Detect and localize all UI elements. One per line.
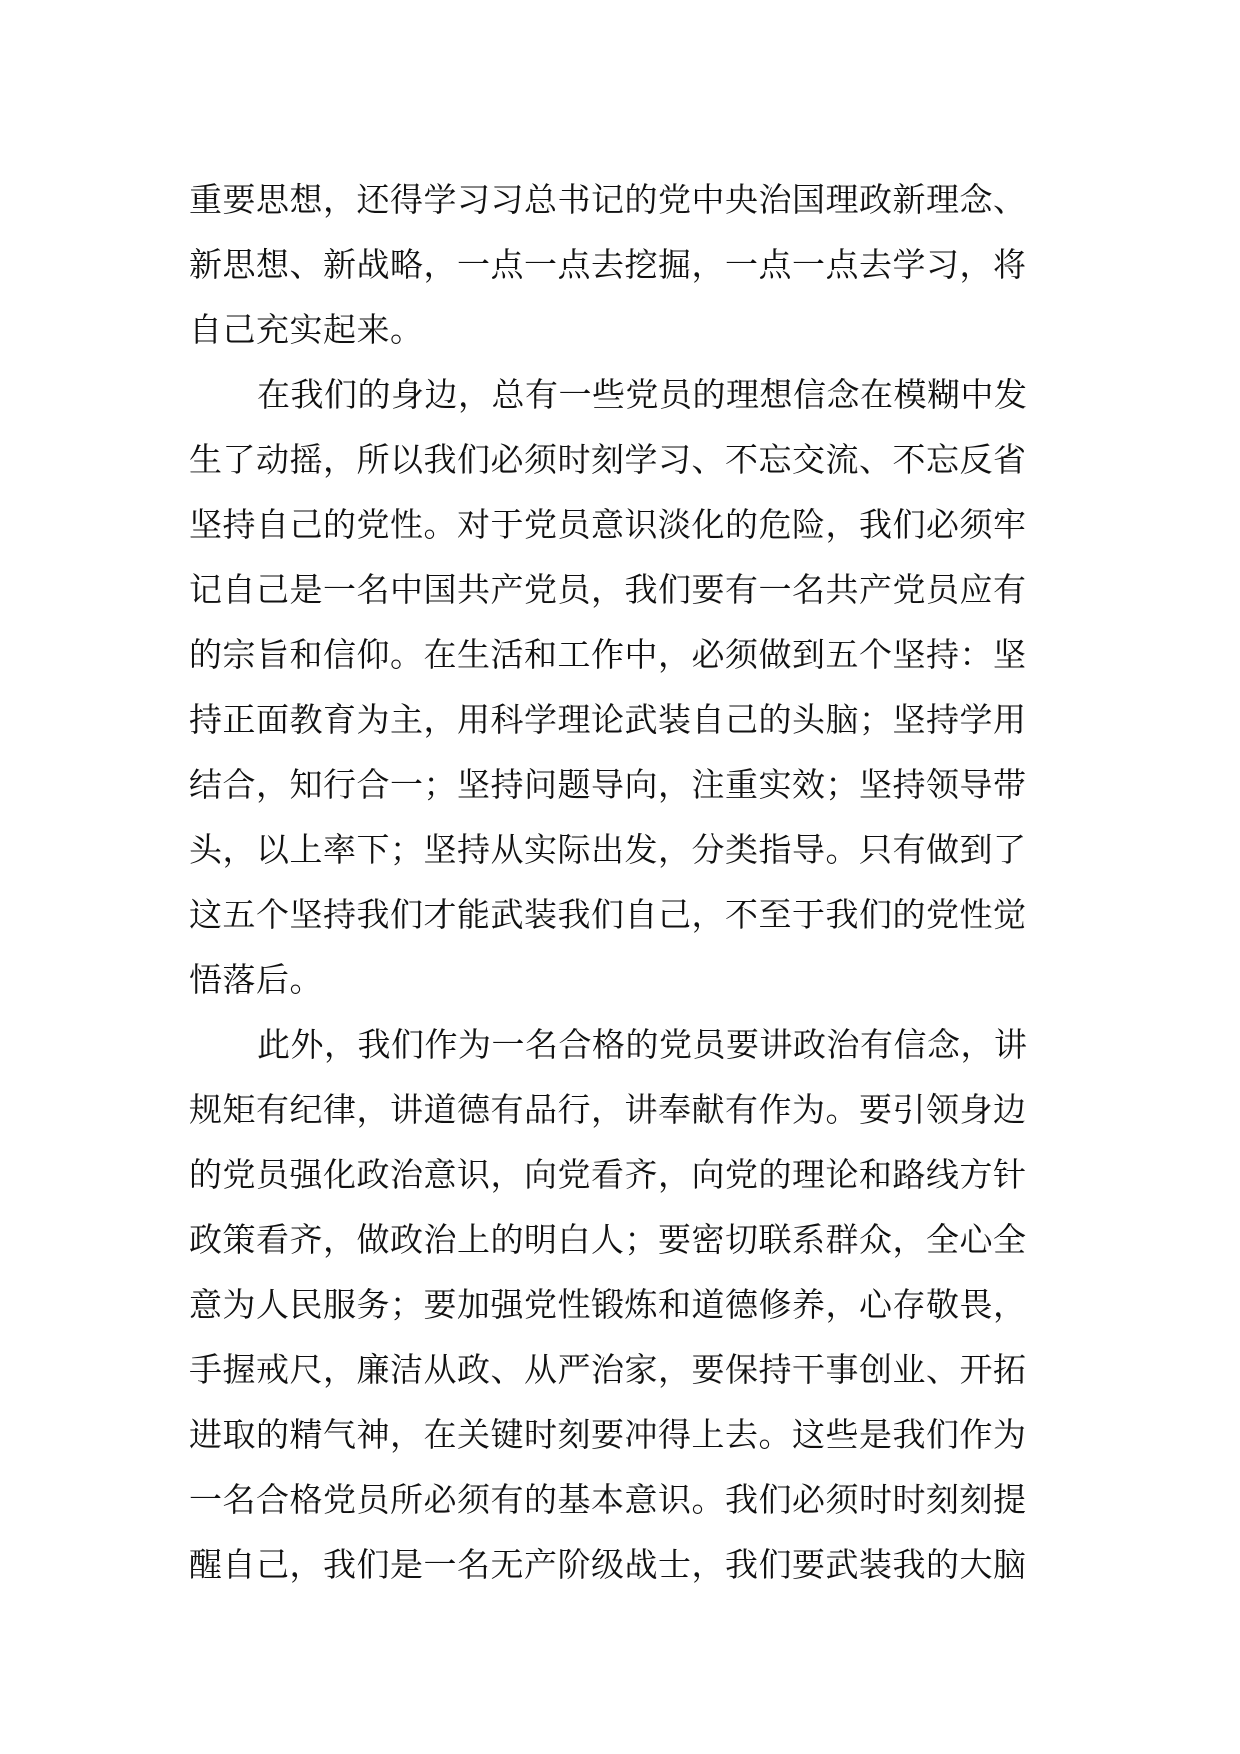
document-page	[189, 167, 1059, 1597]
text-line: 记自己是一名中国共产党员，我们要有一名共产党员应有	[189, 570, 1027, 609]
text-line: 此外，我们作为一名合格的党员要讲政治有信念，讲	[257, 1025, 1028, 1064]
paragraph-3	[189, 1012, 1059, 1597]
text-line: 意为人民服务；要加强党性锻炼和道德修养，心存敬畏，	[189, 1285, 1027, 1324]
text-line: 的党员强化政治意识，向党看齐，向党的理论和路线方针	[189, 1155, 1027, 1194]
text-line: 结合，知行合一；坚持问题导向，注重实效；坚持领导带	[189, 765, 1027, 804]
paragraph-2	[189, 362, 1059, 1012]
text-line: 悟落后。	[189, 960, 323, 999]
text-line: 这五个坚持我们才能武装我们自己，不至于我们的党性觉	[189, 895, 1027, 934]
text-line: 政策看齐，做政治上的明白人；要密切联系群众，全心全	[189, 1220, 1027, 1259]
text-line: 在我们的身边，总有一些党员的理想信念在模糊中发	[257, 375, 1028, 414]
text-line: 生了动摇，所以我们必须时刻学习、不忘交流、不忘反省	[189, 440, 1027, 479]
text-line: 进取的精气神，在关键时刻要冲得上去。这些是我们作为	[189, 1415, 1027, 1454]
text-line: 的宗旨和信仰。在生活和工作中，必须做到五个坚持：坚	[189, 635, 1027, 674]
text-line: 规矩有纪律，讲道德有品行，讲奉献有作为。要引领身边	[189, 1090, 1027, 1129]
text-line: 自己充实起来。	[189, 310, 424, 349]
paragraph-1	[189, 167, 1059, 362]
text-line: 一名合格党员所必须有的基本意识。我们必须时时刻刻提	[189, 1480, 1027, 1519]
text-line: 持正面教育为主，用科学理论武装自己的头脑；坚持学用	[189, 700, 1027, 739]
text-line: 重要思想，还得学习习总书记的党中央治国理政新理念、	[189, 180, 1027, 219]
text-line: 新思想、新战略，一点一点去挖掘，一点一点去学习，将	[189, 245, 1027, 284]
text-line: 头，以上率下；坚持从实际出发，分类指导。只有做到了	[189, 830, 1027, 869]
text-line: 手握戒尺，廉洁从政、从严治家，要保持干事创业、开拓	[189, 1350, 1027, 1389]
text-line: 坚持自己的党性。对于党员意识淡化的危险，我们必须牢	[189, 505, 1027, 544]
text-line: 醒自己，我们是一名无产阶级战士，我们要武装我的大脑	[189, 1545, 1027, 1584]
